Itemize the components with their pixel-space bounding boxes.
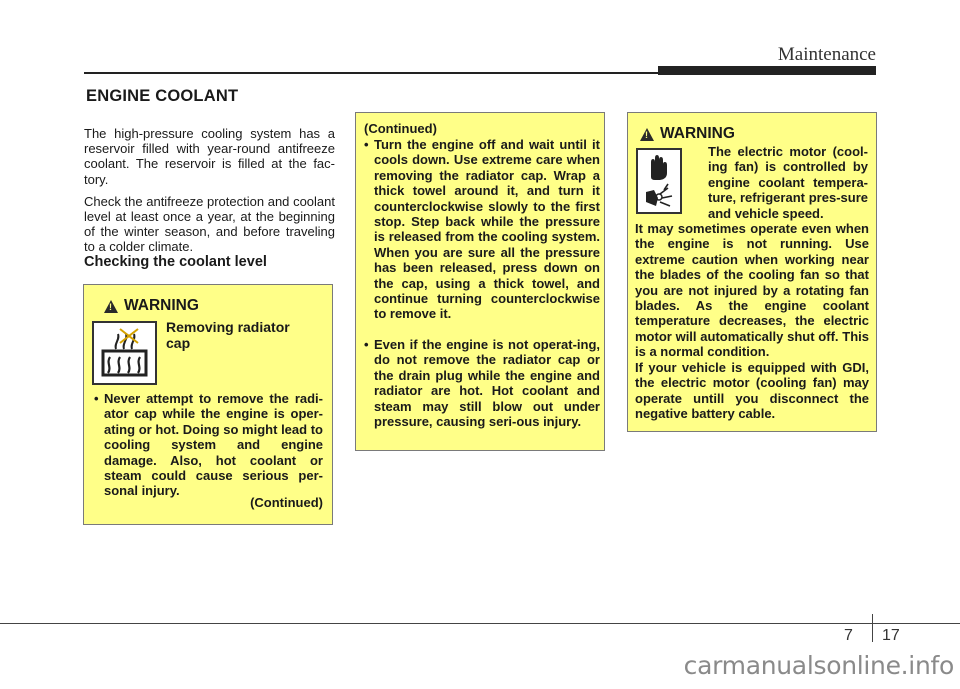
section-header — [0, 0, 960, 80]
list-item: • Turn the engine off and wait until it cools down. Use extreme care when removing the radiator cap. Wrap a thick towel around it, and turn it counterclockwise slowly to the first stop. Step back while the pressure is released from the cooling system. When you are sure all the pressure has been released, press down on the cap, using a thick towel, and continue turning counterclockwise to remove it. — [364, 137, 600, 322]
page-number-separator — [872, 614, 873, 642]
fan-warning-icon-panel — [636, 148, 682, 214]
warning-bullet: Even if the engine is not operat-ing, do not remove the radiator cap or the drain plug while the engine and radiator are hot. Hot coolant and steam may still blow out under pressure, causing seri-ous injury. — [374, 337, 600, 430]
continued-label: (Continued) — [250, 495, 323, 510]
footer-rule — [0, 623, 960, 624]
warning-intro: The electric motor (cool-ing fan) is controlled by engine coolant tempera-ture, refrigerant pres-sure and vehicle speed. — [708, 144, 868, 221]
warning-title: WARNING — [660, 125, 735, 142]
hand-stop-icon — [651, 155, 667, 180]
subheading: Checking the coolant level — [84, 254, 267, 270]
warning-bullet: Turn the engine off and wait until it cools down. Use extreme care when removing the radiator cap. Wrap a thick towel around it, and turn it counterclockwise slowly to the first stop. Step back while the pressure is released from the cooling system. When you are sure all the pressure has been released, press down on the cap, using a thick towel, and continue turning counterclockwise to remove it. — [374, 137, 600, 322]
chapter-number: 7 — [844, 627, 853, 644]
header-rule-thick — [658, 66, 876, 75]
warning-triangle-icon — [640, 128, 654, 141]
fan-blade-icon — [646, 184, 672, 206]
intro-paragraph: The high-pressure cooling system has a reservoir filled with year-round antifreeze coolant. The reservoir is filled at the fac-tory. — [84, 126, 335, 187]
watermark: carmanualsonline.info — [683, 651, 954, 680]
warning-header — [104, 297, 199, 315]
page-number: 17 — [882, 627, 900, 644]
warning-bullet: Never attempt to remove the radi-ator cap while the engine is oper-ating or hot. Doing so might lead to cooling system and engine damage. Also, hot coolant or steam could cause serious per-sonal injury. — [104, 391, 323, 499]
warning-triangle-icon — [104, 300, 118, 313]
section-title: Maintenance — [777, 44, 876, 65]
list-item: • Never attempt to remove the radi-ator cap while the engine is oper-ating or hot. Doing so might lead to cooling system and engine damage. Also, hot coolant or steam could cause serious per-sonal injury. — [94, 391, 323, 499]
warning-caption: Removing radiator cap — [166, 319, 290, 351]
warning-box-radiator-cap — [83, 284, 333, 525]
warning-header — [640, 125, 735, 143]
warning-box-continued — [355, 112, 605, 451]
list-item: • Even if the engine is not operat-ing, do not remove the radiator cap or the drain plug while the engine and radiator are hot. Hot coolant and steam may still blow out under pressure, causing seri-ous injury. — [364, 337, 600, 430]
warning-box-cooling-fan — [627, 112, 877, 432]
warning-note: If your vehicle is equipped with GDI, the electric motor (cooling fan) may operate untill you disconnect the negative battery cable. — [635, 360, 869, 422]
warning-title: WARNING — [124, 297, 199, 314]
continued-label: (Continued) — [364, 121, 437, 136]
header-rule — [84, 72, 664, 74]
intro-text — [84, 126, 335, 262]
hot-radiator-cap-icon — [92, 321, 157, 385]
warning-body: It may sometimes operate even when the engine is not running. Use extreme caution when working near the blades of the cooling fan so that you are not injured by a rotating fan blades. As the engine coolant temperature decreases, the electric motor will automatically shut off. This is a normal condition. — [635, 221, 869, 360]
intro-paragraph: Check the antifreeze protection and coolant level at least once a year, at the beginning of the winter season, and before traveling to a colder climate. — [84, 193, 335, 255]
page-heading: ENGINE COOLANT — [86, 87, 239, 105]
